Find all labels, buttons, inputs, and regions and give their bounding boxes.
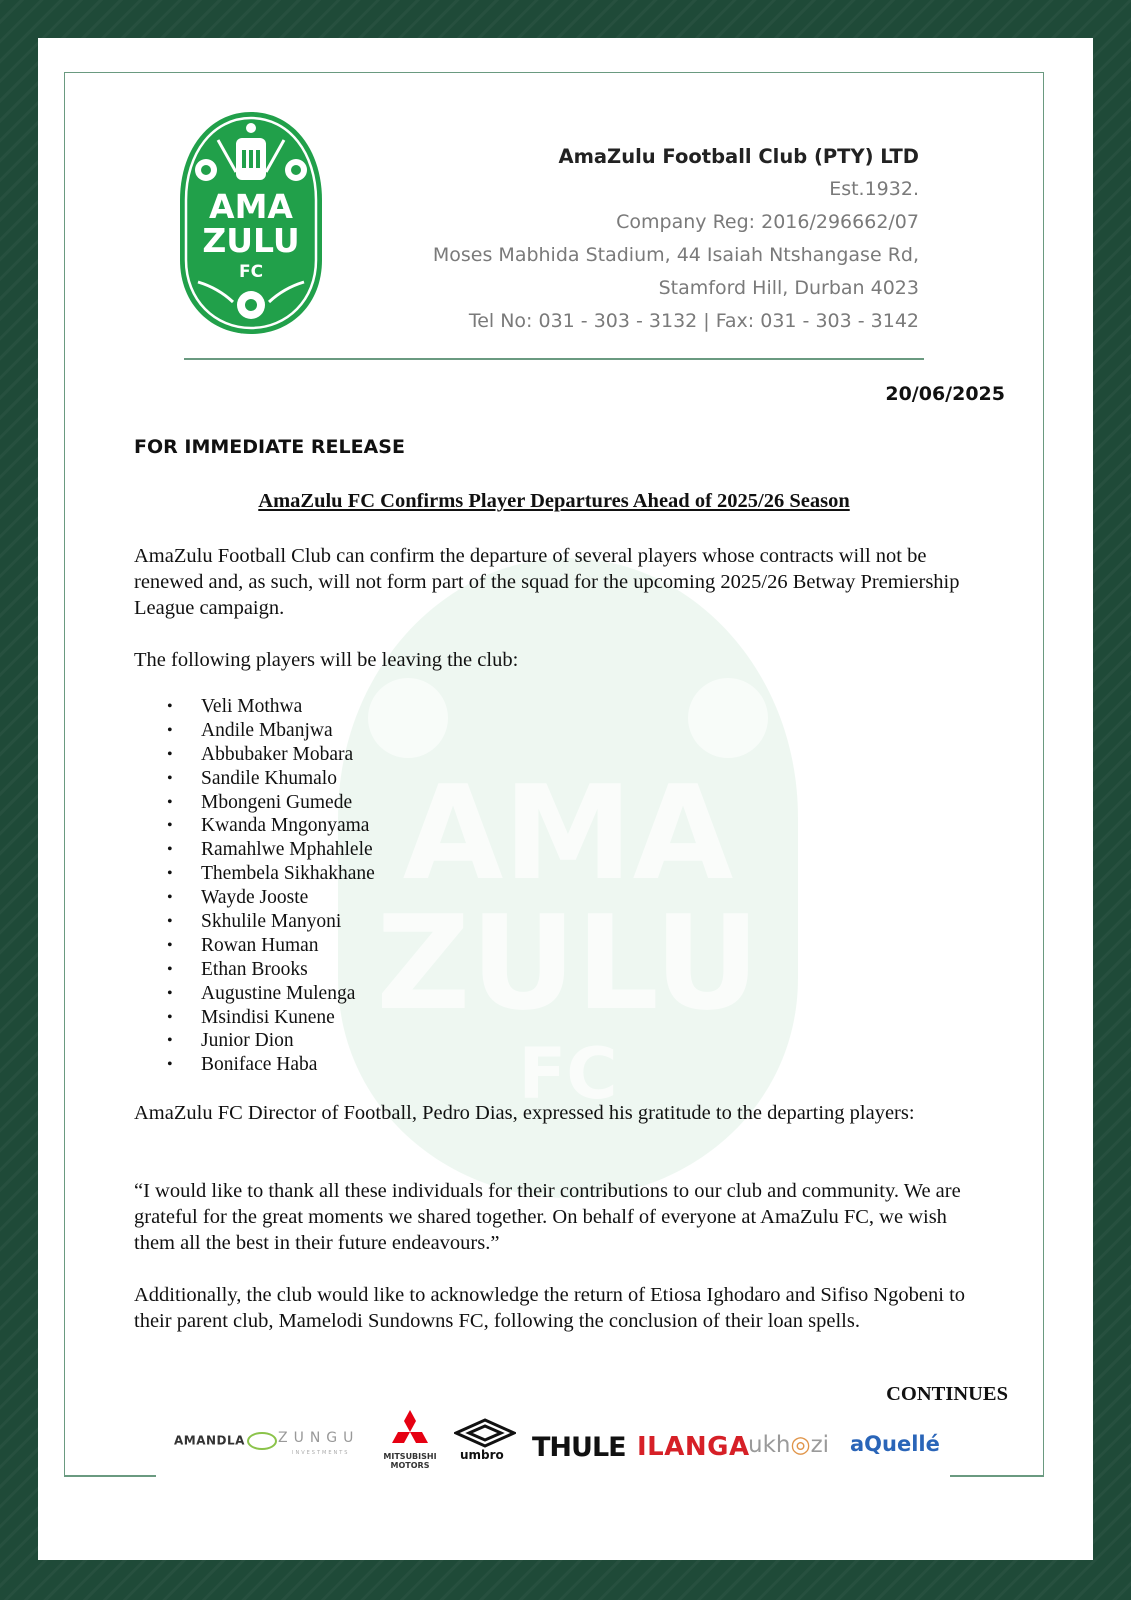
ukhozi-o-icon: ◎ bbox=[790, 1432, 811, 1458]
letter-page bbox=[38, 38, 1093, 1560]
sponsor-strip bbox=[164, 1406, 950, 1476]
player-item: • Rowan Human bbox=[163, 934, 375, 958]
release-label: FOR IMMEDIATE RELEASE bbox=[134, 436, 405, 458]
player-item: • Ethan Brooks bbox=[163, 958, 375, 982]
company-address-line2: Stamford Hill, Durban 4023 bbox=[658, 277, 919, 299]
umbro-diamond-icon bbox=[454, 1418, 516, 1448]
swirl-icon bbox=[247, 1432, 277, 1450]
sponsor-ukhozi bbox=[748, 1432, 829, 1458]
sponsor-umbro: umbro bbox=[460, 1448, 504, 1462]
company-registration: Company Reg: 2016/296662/07 bbox=[616, 211, 919, 233]
loan-paragraph: Additionally, the club would like to acknowledge the return of Etiosa Ighodaro and Sifiso Ngobeni to their parent club, Mamelodi Sundowns FC, following the conclusion of their loan spells. bbox=[134, 1284, 966, 1332]
player-item: • Ramahlwe Mphahlele bbox=[163, 838, 375, 862]
mitsubishi-diamonds-icon bbox=[382, 1408, 438, 1452]
player-item: • Thembela Sikhakhane bbox=[163, 862, 375, 886]
company-address-line1: Moses Mabhida Stadium, 44 Isaiah Ntshangase Rd, bbox=[432, 244, 919, 266]
sponsor-mitsubishi-sub: MOTORS bbox=[390, 1461, 430, 1470]
player-item: • Kwanda Mngonyama bbox=[163, 814, 375, 838]
director-paragraph: AmaZulu FC Director of Football, Pedro Dias, expressed his gratitude to the departing players: bbox=[134, 1102, 915, 1124]
player-item: • Msindisi Kunene bbox=[163, 1006, 375, 1030]
sponsor-amandla bbox=[174, 1432, 277, 1450]
player-item: • Sandile Khumalo bbox=[163, 767, 375, 791]
amazulu-logo bbox=[178, 110, 324, 336]
sponsor-ukhozi-b: zi bbox=[810, 1432, 830, 1458]
player-item: • Mbongeni Gumede bbox=[163, 791, 375, 815]
company-contact: Tel No: 031 - 303 - 3132 | Fax: 031 - 303 - 3142 bbox=[468, 310, 919, 332]
logo-text-fc: FC bbox=[238, 262, 264, 282]
player-item: • Junior Dion bbox=[163, 1029, 375, 1053]
headline: AmaZulu FC Confirms Player Departures Ahead of 2025/26 Season bbox=[258, 490, 850, 512]
player-item: • Abbubaker Mobara bbox=[163, 743, 375, 767]
logo-text-ama: AMA bbox=[209, 187, 293, 226]
player-item: • Skhulile Manyoni bbox=[163, 910, 375, 934]
company-header bbox=[433, 140, 919, 338]
list-intro: The following players will be leaving the club: bbox=[134, 649, 519, 671]
sponsor-thule: THULE bbox=[532, 1432, 626, 1463]
player-item: • Veli Mothwa bbox=[163, 695, 375, 719]
quote-paragraph: “I would like to thank all these individuals for their contributions to our club and community. We are grateful for the great moments we shared together. On behalf of everyone at AmaZulu FC, we wish them all the best in their future endeavours.” bbox=[134, 1180, 961, 1254]
sponsor-amandla-text: AMANDLA bbox=[174, 1433, 245, 1448]
sponsor-mitsubishi-name: MITSUBISHI bbox=[383, 1452, 437, 1461]
player-list bbox=[163, 695, 375, 1077]
footer-rule-left bbox=[64, 1475, 156, 1477]
company-name: AmaZulu Football Club (PTY) LTD bbox=[558, 145, 919, 168]
intro-paragraph: AmaZulu Football Club can confirm the departure of several players whose contracts will not be renewed and, as such, will not form part of the squad for the upcoming 2025/26 Betway Premiership League campaign. bbox=[134, 545, 960, 619]
sponsor-ilanga: ILANGA bbox=[637, 1432, 750, 1462]
release-date: 20/06/2025 bbox=[885, 383, 1005, 405]
header-divider bbox=[184, 358, 924, 360]
svg-text:ZULU bbox=[376, 887, 760, 1039]
sponsor-aquelle: aQuellé bbox=[850, 1432, 940, 1456]
player-item: • Boniface Haba bbox=[163, 1053, 375, 1077]
player-item: • Augustine Mulenga bbox=[163, 982, 375, 1006]
sponsor-mitsubishi bbox=[378, 1452, 442, 1470]
player-item: • Wayde Jooste bbox=[163, 886, 375, 910]
sponsor-zungu: ZUNGU bbox=[278, 1430, 360, 1446]
company-established: Est.1932. bbox=[829, 178, 919, 200]
sponsor-zungu-sub: INVESTMENTS bbox=[292, 1450, 350, 1456]
player-item: • Andile Mbanjwa bbox=[163, 719, 375, 743]
continues-label: CONTINUES bbox=[886, 1383, 1008, 1405]
footer-rule-right bbox=[950, 1475, 1044, 1477]
sponsor-ukhozi-a: ukh bbox=[748, 1432, 791, 1458]
logo-text-zulu: ZULU bbox=[202, 221, 300, 260]
